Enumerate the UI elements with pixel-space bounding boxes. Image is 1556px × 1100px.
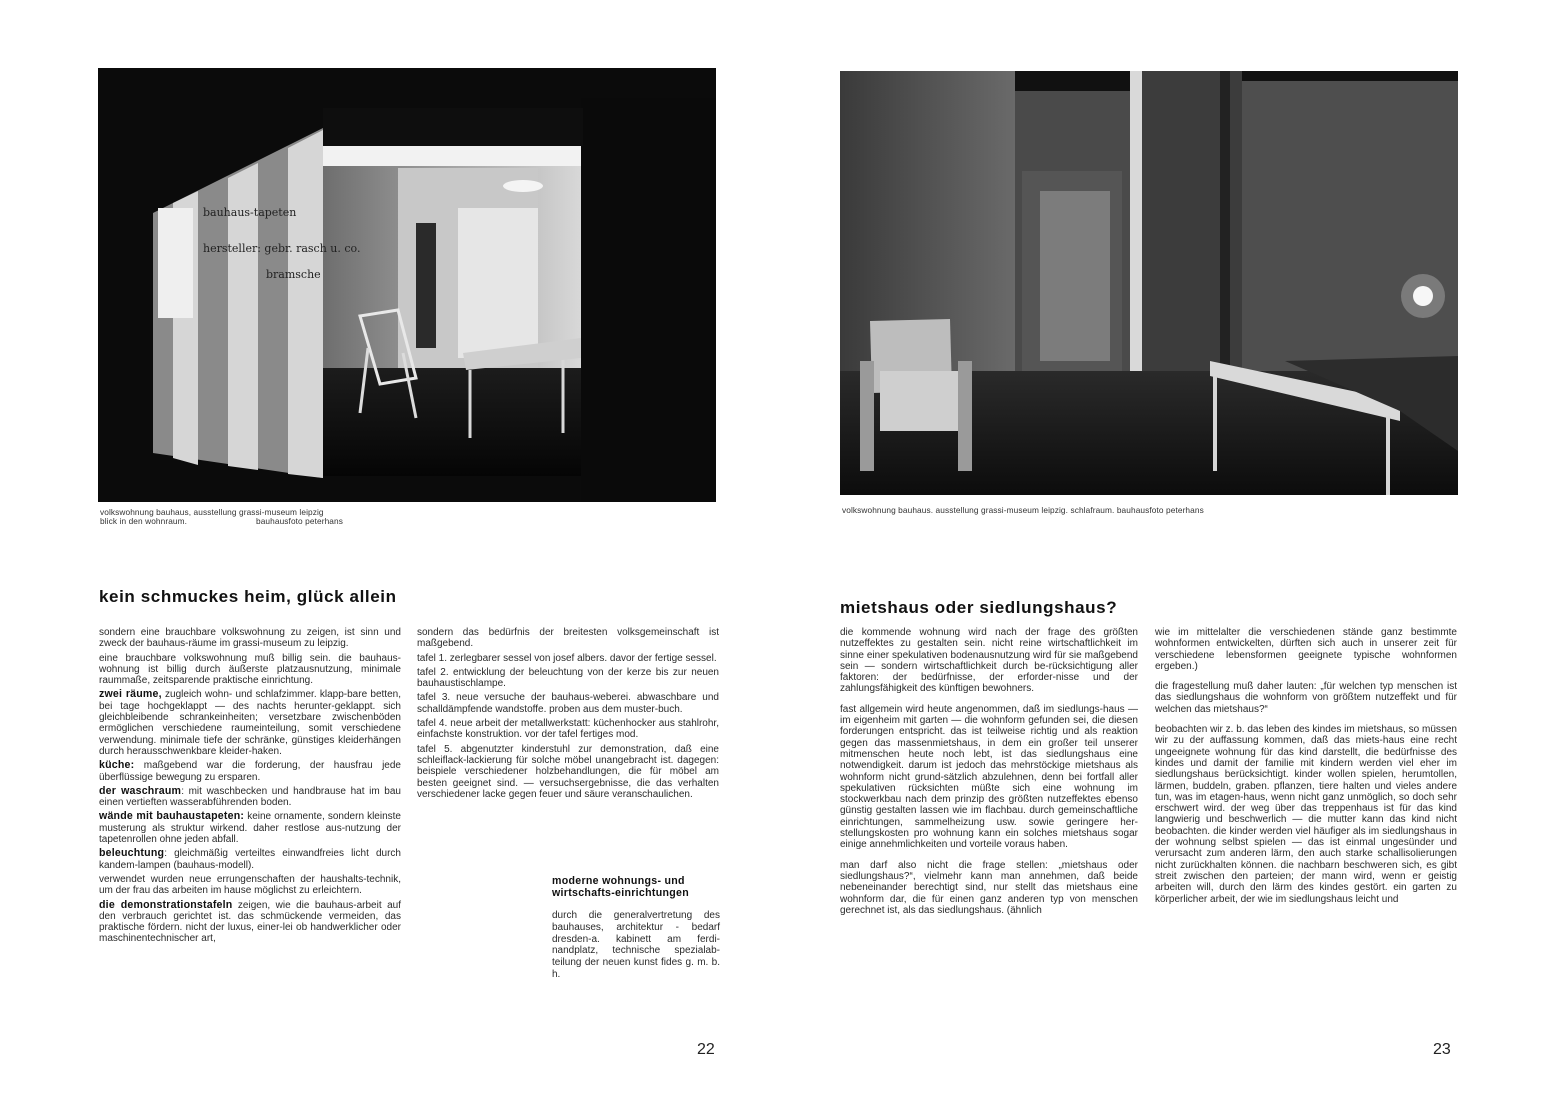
right-photo-caption: volkswohnung bauhaus. ausstellung grassi-museum leipzig. schlafraum. bauhausfoto peterhans [842, 505, 1204, 515]
advert-heading: moderne wohnungs- und wirtschafts-einrichtungen [552, 875, 689, 899]
paragraph: sondern das bedürfnis der breitesten volksgemeinschaft ist maßgebend. [417, 627, 719, 650]
paragraph: tafel 4. neue arbeit der metallwerkstatt: küchenhocker aus stahlrohr, einfachste konstruktion. vor der tafel fertiges mod. [417, 718, 719, 741]
photo-living-room [98, 68, 716, 502]
caption-line-2 [100, 517, 400, 526]
paragraph: tafel 2. entwicklung der beleuchtung von der kerze bis zur neuen bauhaustischlampe. [417, 666, 719, 690]
paragraph: verwendet wurden neue errungenschaften der haushalts-technik, um der frau das arbeiten im hause möglichst zu erleichtern. [99, 873, 401, 897]
paragraph: wie im mittelalter die verschiedenen stände ganz bestimmte wohnformen entwickelten, dürften sich auch in unserer zeit für verschiedene lebensformen geeignete typische wohnformen ergeben.) [1155, 627, 1457, 672]
page-number-left: 22 [697, 1041, 715, 1058]
wall-text-3: bramsche [266, 268, 321, 281]
paragraph: beobachten wir z. b. das leben des kindes im mietshaus, so müssen wir zu der auffassung kommen, daß das miets-haus eine recht ungeeignete wohnung für das kind darstellt, die bedürfnisse des kindes und damit der familie mit kindern werden viel eher im siedlungshaus berücksichtigt. kinder wollen spielen, herumtollen, lärmen, buddeln, graben. pflanzen, tiere halten und vieles andere tun, was im etagen-haus, wenn nicht ganz unmöglich, so doch sehr erschwert wird. der weg über das treppenhaus ist für das kind langwierig und beschwerlich — die mutter kann das kind nicht beobachten. die kinder werden viel häufiger als im siedlungshaus in der wohnung selbst spielen — das ist einmal ungesünder und verursacht zum anderen lärm, den auch starke schallisolierungen nicht zurückhalten können. die nachbarn beschweren sich, es gibt streit zwischen den parteien; der mann wird, wenn er geistig arbeiten will, durch den lärm des kindes gestört. ein garten zu körperlicher arbeit, der wie im siedlungshaus leicht und [1155, 724, 1457, 905]
paragraph: die fragestellung muß daher lauten: „für welchen typ menschen ist das siedlungshaus die wohnform von größtem nutzeffekt und für welchen das mietshaus?“ [1155, 681, 1457, 715]
left-heading: kein schmuckes heim, glück allein [99, 587, 397, 606]
page-number-right: 23 [1433, 1041, 1451, 1058]
photo-bedroom [840, 71, 1458, 495]
paragraph: tafel 1. zerlegbarer sessel von josef albers. davor der fertige sessel. [417, 652, 717, 664]
paragraph: tafel 5. abgenutzter kinderstuhl zur demonstration, daß eine schleiflack-lackierung für solche möbel unangebracht ist. dagegen: beispiele verschiedener holzbehandlungen, die für möbel am besten geeignet sind. — versuchsergebnisse, die das verhalten verschiedener lacke gegen feuer und säure veranschaulichen. [417, 743, 719, 800]
caption-line-1: volkswohnung bauhaus, ausstellung grassi-museum leipzig [100, 507, 324, 517]
right-column-1 [840, 627, 1138, 919]
paragraph: die demonstrationstafeln zeigen, wie die bauhaus-arbeit auf den verbrauch gerichtet ist. das schmückende vermeiden, das praktische fördern. nicht der luxus, einer-lei ob handwerklicher oder maschinentechnischer art, [99, 898, 401, 945]
paragraph: der waschraum: mit waschbecken und handbrause hat im bau einen vertieften wasserabführenden boden. [99, 784, 401, 809]
bedroom-image [840, 71, 1458, 495]
paragraph: zwei räume, zugleich wohn- und schlafzimmer. klapp-bare betten, bei tage hochgeklappt — des nachts herunter-geklappt. sich gleichbleibende schrankeinheiten; versetzbare zwischenböden ermöglichen verschiedene raumeinteilung, somit verschiedene verwendung. minimale tiefe der schränke, günstiges kleiderhängen durch herausschwenkbare kleider-haken. [99, 688, 401, 757]
advert-text: durch die generalvertretung des bauhauses, architektur - bedarf dresden-a. kabinett am ferdi-nandplatz, technische spezialab-teilung der neuen kunst fides g. m. b. h. [552, 910, 720, 980]
caption-credit: bauhausfoto peterhans [256, 516, 343, 527]
wall-text-2: hersteller: gebr. rasch u. co. [203, 242, 361, 255]
paragraph: eine brauchbare volkswohnung muß billig sein. die bauhaus-wohnung ist billig durch äußerste platzausnutzung, minimale raummaße, zeitsparende praktische einrichtung. [99, 652, 401, 687]
left-column-1 [99, 627, 401, 948]
paragraph: man darf also nicht die frage stellen: „mietshaus oder siedlungshaus?“, vielmehr kann man annehmen, daß beide nebeneinander berechtigt sind, nur stellt das mietshaus eine wohnform dar, die für einen ganz anderen typ von menschen gerechnet ist, als das siedlungshaus. (ähnlich [840, 859, 1138, 916]
caption-line-2a: blick in den wohnraum. [100, 516, 188, 527]
right-heading: mietshaus oder siedlungshaus? [840, 598, 1118, 617]
paragraph: sondern eine brauchbare volkswohnung zu zeigen, ist sinn und zweck der bauhaus-räume im grassi-museum zu leipzig. [99, 627, 401, 650]
left-photo-caption [100, 508, 400, 527]
paragraph: beleuchtung: gleichmäßig verteiltes einwandfreies licht durch kandem-lampen (bauhaus-modell). [99, 847, 401, 871]
paragraph: küche: maßgebend war die forderung, der hausfrau jede überflüssige bewegung zu ersparen. [99, 759, 401, 783]
paragraph: tafel 3. neue versuche der bauhaus-weberei. abwaschbare und schalldämpfende wandstoffe. proben aus dem muster-buch. [417, 692, 719, 715]
living-room-image [98, 68, 716, 502]
left-column-2 [417, 627, 719, 803]
paragraph: fast allgemein wird heute angenommen, daß im siedlungs-haus — im eigenheim mit garten — die wohnform gefunden sei, die diesen forderungen entspricht. das ist teilweise richtig und als reaktion gegen das massenmietshaus, in dem ein großer teil unserer mitmenschen heute noch lebt, ist das siedlungshaus eine notwendigkeit. darum ist jedoch das mehrstöckige mietshaus als wohnform nicht grund-sätzlich abzulehnen, denn bei fortfall aller spekulativen rücksichten müßte sich eine wohnung im stockwerkbau nach dem prinzip des größten nutzeffektes ebenso günstig gestalten lassen wie im flachbau. durch gemeinschaftliche einrichtungen, sammelheizung usw. sowie geringere her-stellungskosten pro wohnung kann ein solches mietshaus sogar einige annehmlichkeiten und vorteile voraus haben. [840, 703, 1138, 851]
paragraph: die kommende wohnung wird nach der frage des größten nutzeffektes zu gestalten sein. nicht reine wirtschaftlichkeit im sinne einer spekulativen bodenausnutzung wird für sie maßgebend sein — sondern wirtschaftlichkeit durch be-rücksichtigung aller faktoren: der bedürfnisse, der erforder-nisse und der zahlungsfähigkeit des künftigen bewohners. [840, 627, 1138, 695]
wall-text-1: bauhaus-tapeten [203, 206, 297, 219]
right-column-2 [1155, 627, 1457, 908]
paragraph: wände mit bauhaustapeten: keine ornamente, sondern kleinste musterung als struktur wirkend. daher restlose aus-nutzung der tapetenrollen ohne jeden abfall. [99, 810, 401, 846]
